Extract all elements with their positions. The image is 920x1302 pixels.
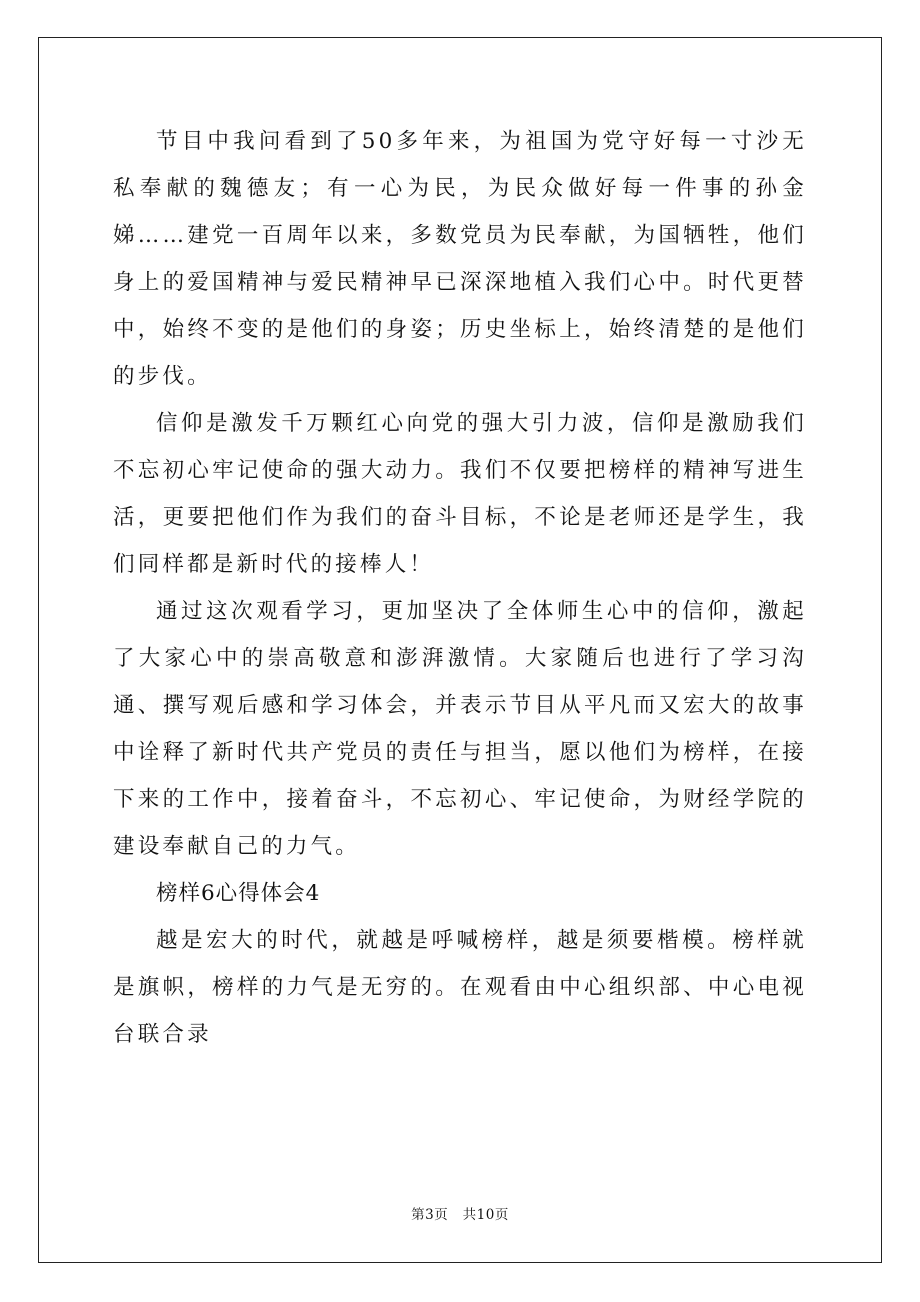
page-number-footer: 第3页 共10页 — [411, 1207, 509, 1223]
paragraph-4: 越是宏大的时代，就越是呼喊榜样，越是须要楷模。榜样就是旗帜，榜样的力气是无穷的。在观看由中心组织部、中心电视台联合录 — [113, 928, 807, 1047]
section-heading: 榜样6心得体会4 — [156, 881, 321, 906]
paragraph-1: 节目中我问看到了50多年来，为祖国为党守好每一寸沙无私奉献的魏德友；有一心为民，为民众做好每一件事的孙金娣……建党一百周年以来，多数党员为民奉献，为国牺牲，他们身上的爱国精神与爱民精神早已深深地植入我们心中。时代更替中，始终不变的是他们的身姿；历史坐标上，始终清楚的是他们的步伐。 — [113, 129, 807, 389]
paragraph-2: 信仰是激发千万颗红心向党的强大引力波，信仰是激励我们不忘初心牢记使命的强大动力。我们不仅要把榜样的精神写进生活，更要把他们作为我们的奋斗目标，不论是老师还是学生，我们同样都是新时代的接棒人！ — [113, 411, 807, 577]
document-body — [113, 118, 807, 1058]
paragraph-3: 通过这次观看学习，更加坚决了全体师生心中的信仰，激起了大家心中的崇高敬意和澎湃激情。大家随后也进行了学习沟通、撰写观后感和学习体会，并表示节目从平凡而又宏大的故事中诠释了新时代共产党员的责任与担当，愿以他们为榜样，在接下来的工作中，接着奋斗，不忘初心、牢记使命，为财经学院的建设奉献自己的力气。 — [113, 599, 807, 859]
